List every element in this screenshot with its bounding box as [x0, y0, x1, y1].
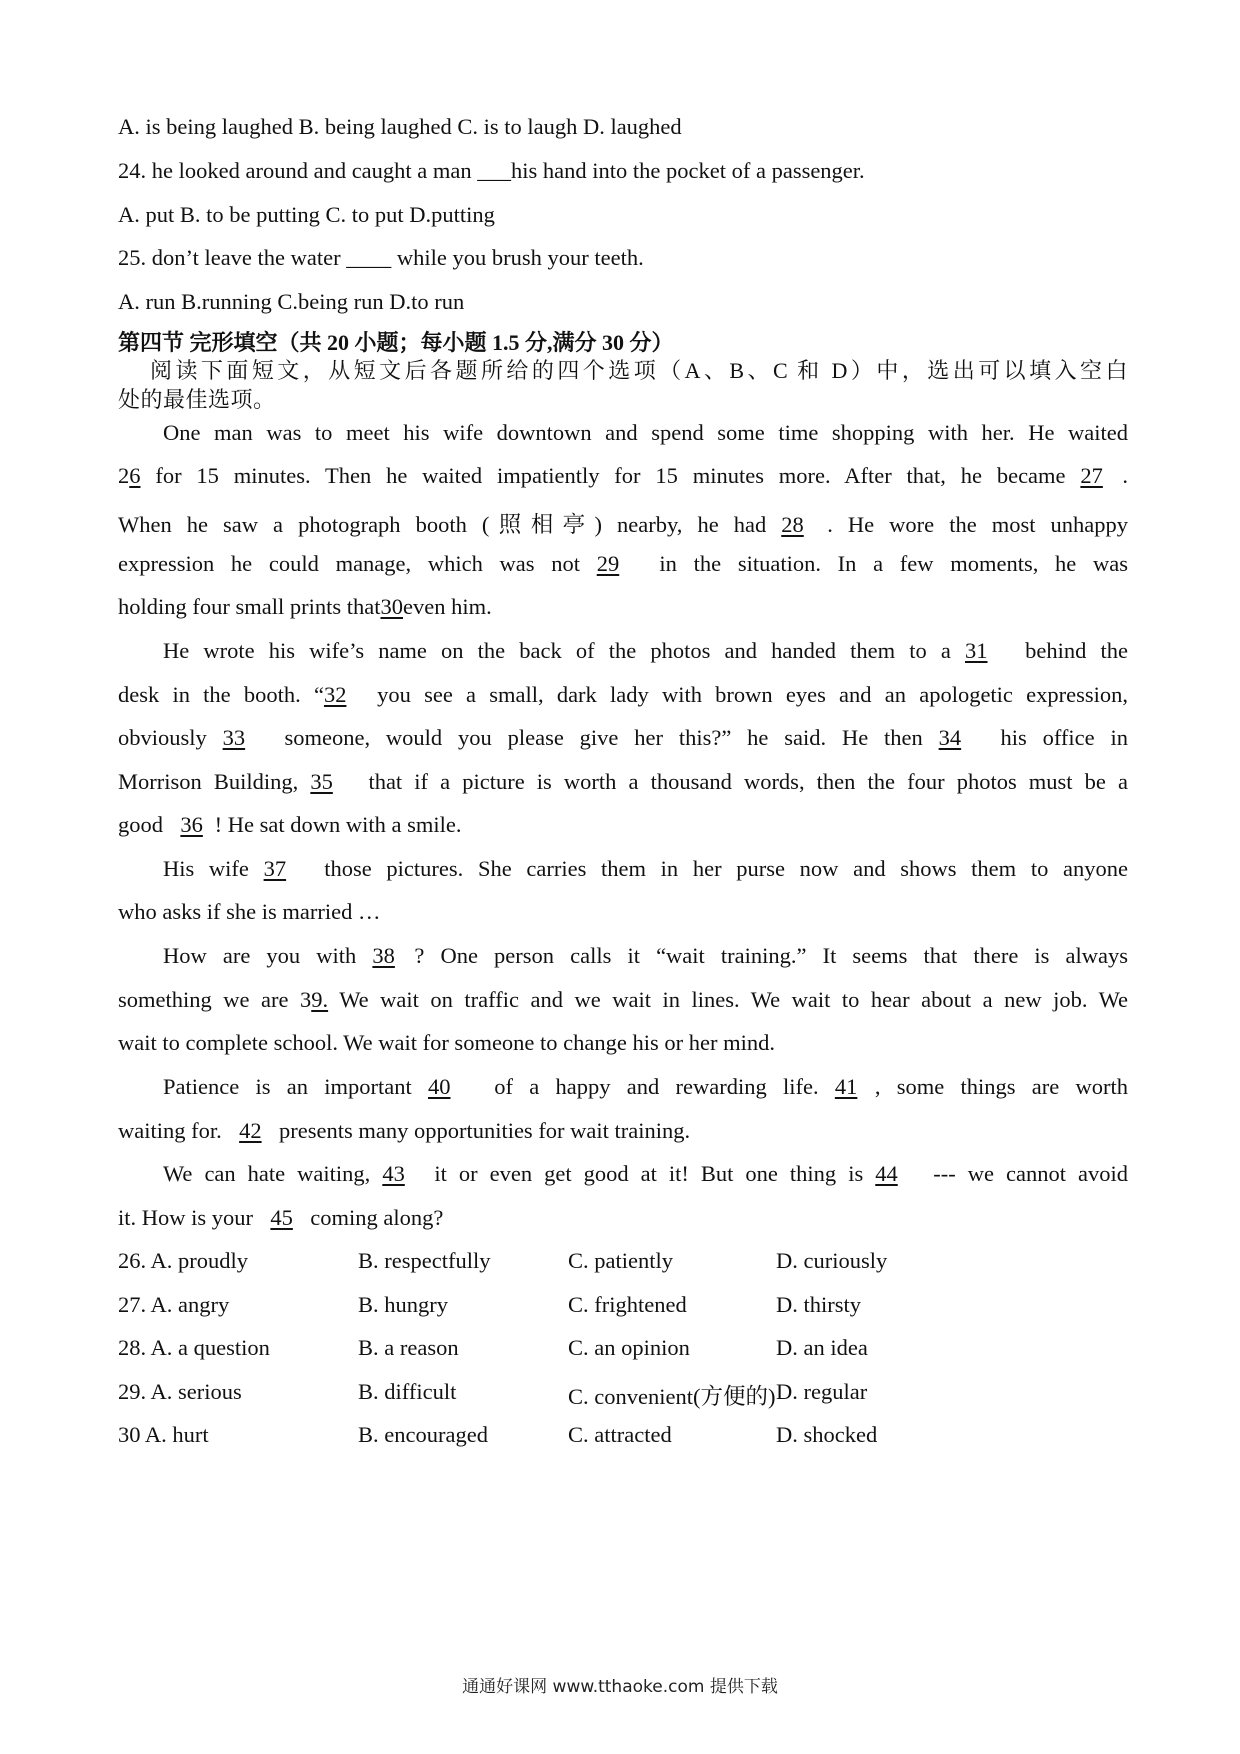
- option-a: 29. A. serious: [118, 1379, 242, 1404]
- q24-stem: 24. he looked around and caught a man ___his hand into the pocket of a passenger.: [118, 158, 865, 183]
- passage-line: He wrote his wife’s name on the back of the photos and handed them to a 31 behind the: [163, 638, 1128, 663]
- page-footer: 通通好课网 www.tthaoke.com 提供下载: [462, 1677, 778, 1697]
- passage-line: One man was to meet his wife downtown and spend some time shopping with her. He waited: [163, 420, 1128, 445]
- option-b: B. hungry: [358, 1292, 448, 1317]
- blank-36: 36: [180, 812, 203, 837]
- blank-41: 41: [834, 1074, 858, 1099]
- blank-39: 9.: [311, 987, 329, 1012]
- passage-line: obviously 33 someone, would you please give her this?” he said. He then 34 his office in: [118, 725, 1128, 750]
- option-a: 30 A. hurt: [118, 1422, 209, 1447]
- blank-30: 30: [380, 594, 403, 619]
- passage-line: good 36 ! He sat down with a smile.: [118, 812, 462, 837]
- passage-line: who asks if she is married …: [118, 899, 381, 924]
- passage-line: His wife 37 those pictures. She carries them in her purse now and shows them to anyone: [163, 856, 1128, 881]
- passage-line: How are you with 38 ? One person calls it “wait training.” It seems that there is always: [163, 943, 1129, 968]
- option-d: D. regular: [776, 1379, 868, 1404]
- option-c: C. convenient(方便的): [568, 1384, 776, 1409]
- option-a: 28. A. a question: [118, 1335, 270, 1360]
- blank-29: 29: [596, 551, 620, 576]
- option-row: [118, 1379, 1128, 1409]
- option-row: [118, 1292, 1128, 1322]
- option-b: B. difficult: [358, 1379, 457, 1404]
- passage-line: something we are 39. We wait on traffic and we wait in lines. We wait to hear about a new job. We: [118, 987, 1128, 1012]
- section-instruction-cont: 处的最佳选项。: [118, 387, 276, 412]
- option-c: C. patiently: [568, 1248, 673, 1273]
- passage-line: We can hate waiting, 43 it or even get good at it! But one thing is 44 --- we cannot avoid: [163, 1161, 1128, 1186]
- blank-44: 44: [875, 1161, 898, 1186]
- blank-33: 33: [222, 725, 246, 750]
- passage-line: 26 for 15 minutes. Then he waited impatiently for 15 minutes more. After that, he became 27 .: [118, 463, 1128, 488]
- section-instruction: 阅读下面短文，从短文后各题所给的四个选项（A、B、C 和 D）中，选出可以填入空白: [150, 358, 1128, 383]
- q25-options: A. run B.running C.being run D.to run: [118, 289, 465, 314]
- passage-line: Morrison Building, 35 that if a picture is worth a thousand words, then the four photos must be a: [118, 769, 1128, 794]
- option-a: 27. A. angry: [118, 1292, 230, 1317]
- option-row: [118, 1248, 1128, 1278]
- q25-stem: 25. don’t leave the water ____ while you brush your teeth.: [118, 245, 644, 270]
- option-d: D. thirsty: [776, 1292, 862, 1317]
- passage-line: expression he could manage, which was not 29 in the situation. In a few moments, he was: [118, 551, 1128, 576]
- option-b: B. encouraged: [358, 1422, 488, 1447]
- blank-37: 37: [263, 856, 287, 881]
- option-d: D. an idea: [776, 1335, 868, 1360]
- passage-line: wait to complete school. We wait for someone to change his or her mind.: [118, 1030, 775, 1055]
- q24-options: A. put B. to be putting C. to put D.putting: [118, 202, 495, 227]
- blank-40: 40: [428, 1074, 451, 1099]
- option-b: B. respectfully: [358, 1248, 491, 1273]
- option-d: D. curiously: [776, 1248, 888, 1273]
- q23-options: A. is being laughed B. being laughed C. is to laugh D. laughed: [118, 114, 682, 139]
- blank-35: 35: [310, 769, 333, 794]
- passage-line: holding four small prints that30even him.: [118, 594, 492, 619]
- blank-45: 45: [270, 1205, 293, 1230]
- option-a: 26. A. proudly: [118, 1248, 249, 1273]
- passage-line: waiting for. 42 presents many opportunities for wait training.: [118, 1118, 691, 1143]
- blank-28: 28: [781, 512, 804, 537]
- option-d: D. shocked: [776, 1422, 878, 1447]
- blank-34: 34: [938, 725, 962, 750]
- blank-38: 38: [372, 943, 395, 968]
- passage-line: desk in the booth. “32 you see a small, dark lady with brown eyes and an apologetic expression,: [118, 682, 1128, 707]
- option-row: [118, 1335, 1128, 1365]
- passage-line: it. How is your 45 coming along?: [118, 1205, 444, 1230]
- blank-43: 43: [382, 1161, 405, 1186]
- blank-32: 32: [323, 682, 347, 707]
- option-c: C. frightened: [568, 1292, 687, 1317]
- section-heading: 第四节 完形填空（共 20 小题；每小题 1.5 分,满分 30 分）: [118, 330, 674, 355]
- blank-27: 27: [1080, 463, 1103, 488]
- blank-26: 6: [129, 463, 141, 488]
- passage-line: When he saw a photograph booth (照相亭) nearby, he had 28 . He wore the most unhappy: [118, 512, 1128, 537]
- option-c: C. attracted: [568, 1422, 672, 1447]
- option-c: C. an opinion: [568, 1335, 690, 1360]
- option-row: [118, 1422, 1128, 1452]
- blank-31: 31: [965, 638, 988, 663]
- option-b: B. a reason: [358, 1335, 459, 1360]
- passage-line: Patience is an important 40 of a happy and rewarding life. 41 , some things are worth: [163, 1074, 1128, 1099]
- blank-42: 42: [239, 1118, 262, 1143]
